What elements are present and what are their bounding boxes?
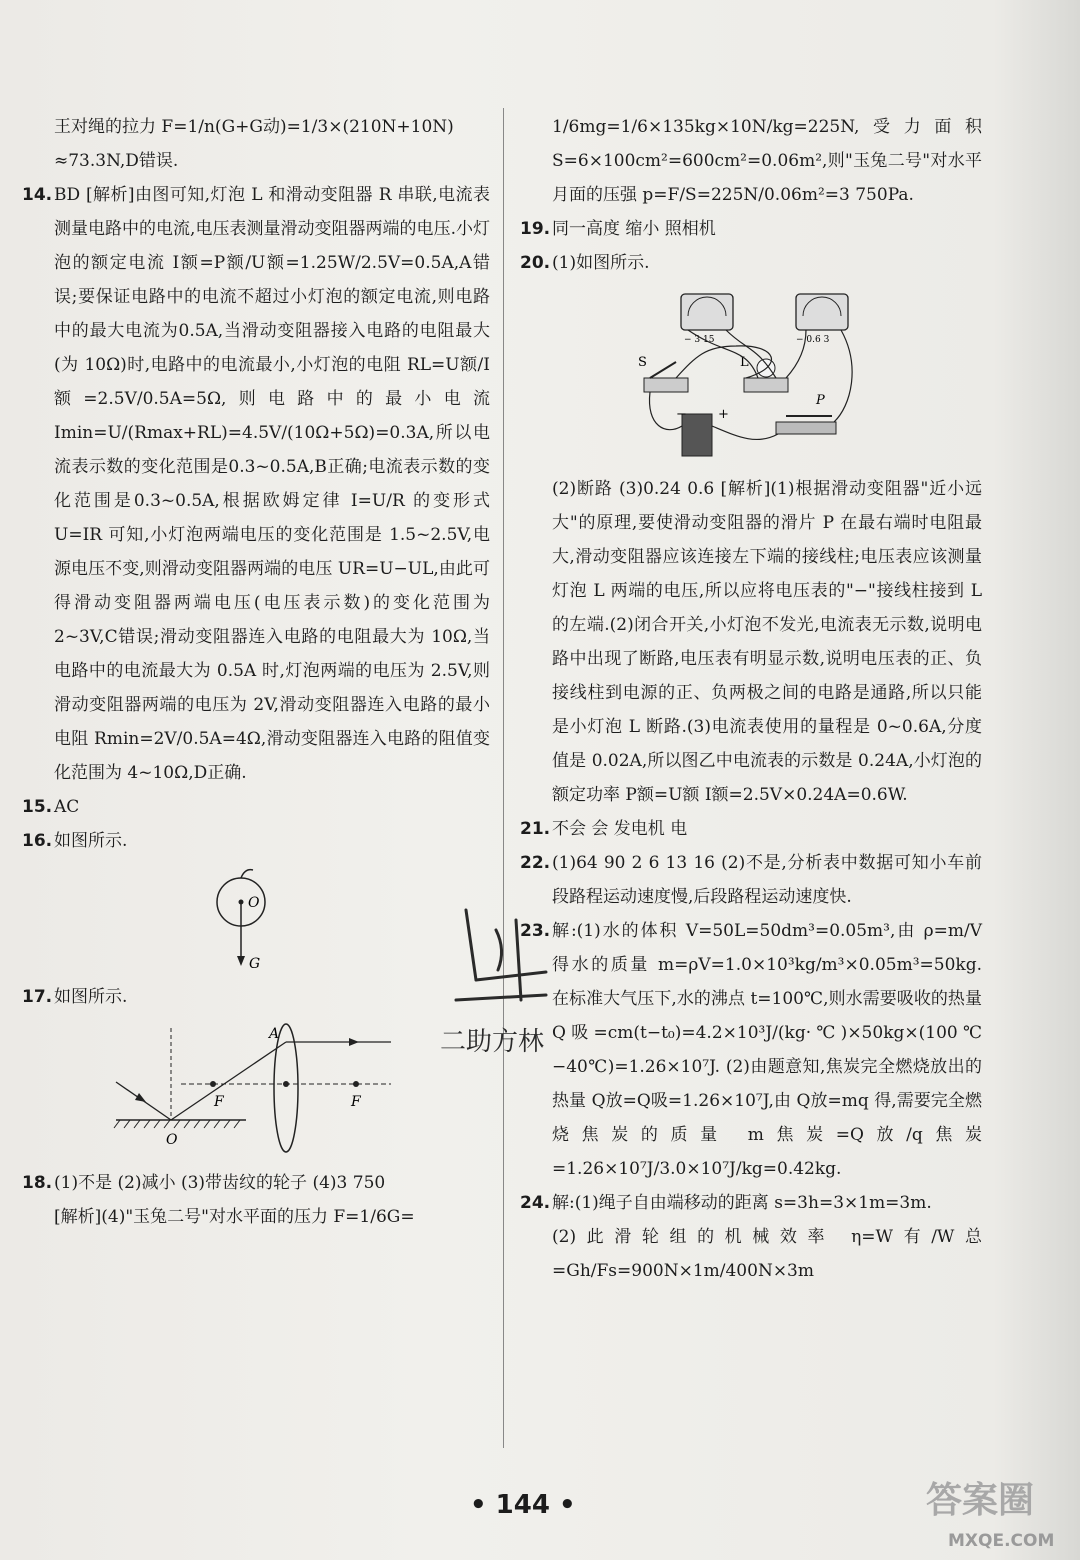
question-number: 18. xyxy=(22,1173,53,1193)
label-l: L xyxy=(740,355,749,370)
answer-15 xyxy=(22,790,490,824)
incident-arrowhead xyxy=(135,1093,146,1102)
right-column xyxy=(520,110,982,1288)
answer-20-analysis: (2)断路 (3)0.24 0.6 [解析](1)根据滑动变阻器"近小远大"的原理,要使滑动变阻器的滑片 P 在最右端时电阻最大,滑动变阻器应该连接左下端的接线柱;电压表应该测量灯泡 L 两端的电压,所以应将电压表的"−"接线柱接到 L 的左端.(2)闭合开关,小灯泡不发光,电流表无示数,说明电路中出现了断路,电压表有明显示数,说明电压表的正、负接线柱到电源的正、负两极之间的电路是通路,所以只能是小灯泡 L 断路.(3)电流表使用的量程是 0~0.6A,分度值是 0.02A,所以图乙中电流表的示数是 0.24A,小灯泡的额定功率 P额=U额 I额=2.5V×0.24A=0.6W. xyxy=(552,479,982,805)
label-p: P xyxy=(816,393,825,408)
handwriting-scribble xyxy=(436,900,566,1070)
answer-20 xyxy=(520,246,982,280)
answer-18 xyxy=(22,1166,490,1200)
answer-24-part-2: (2)此滑轮组的机械效率 η=W有/W总=Gh/Fs=900N×1m/400N×3m xyxy=(552,1227,982,1281)
answer-17 xyxy=(22,980,490,1014)
label-plus: + xyxy=(718,407,729,422)
rheostat xyxy=(776,422,836,434)
lens-center xyxy=(283,1081,289,1087)
label-f-right: F xyxy=(351,1094,361,1110)
watermark-brand: 答案圈 xyxy=(926,1480,1035,1521)
gravity-arrowhead xyxy=(237,956,245,966)
label-a: A xyxy=(269,1026,280,1042)
switch-lever xyxy=(650,362,676,378)
figure-17-reflection-lens xyxy=(106,1020,406,1160)
amp-scale: − 0.6 3 xyxy=(796,335,830,345)
answer-23 xyxy=(520,914,982,1186)
question-number: 15. xyxy=(22,797,53,817)
answer-text: (1)64 90 2 6 13 16 (2)不是,分析表中数据可知小车前段路程运动速度慢,后段路程运动速度快. xyxy=(552,853,982,907)
question-number: 24. xyxy=(520,1193,551,1213)
answer-text: (1)不是 (2)减小 (3)带齿纹的轮子 (4)3 750 xyxy=(54,1173,386,1193)
answer-text: (1)如图所示. xyxy=(552,253,650,273)
figure-16-apple-gravity xyxy=(196,864,316,974)
label-o: O xyxy=(166,1132,178,1148)
question-number: 20. xyxy=(520,253,551,273)
answer-18-analysis: [解析](4)"玉兔二号"对水平面的压力 F=1/6G= xyxy=(54,1207,415,1227)
answer-16 xyxy=(22,824,490,858)
question-number: 14. xyxy=(22,185,53,205)
question-number: 22. xyxy=(520,853,551,873)
question-number: 17. xyxy=(22,987,53,1007)
label-o: O xyxy=(248,895,260,911)
handwritten-note: 二助方林 xyxy=(440,1027,545,1057)
focus-right xyxy=(353,1081,359,1087)
figure-20-circuit xyxy=(636,286,866,466)
column-divider xyxy=(503,108,504,1448)
answer-21 xyxy=(520,812,982,846)
mirror-hatching xyxy=(114,1120,240,1128)
left-column xyxy=(22,110,490,1234)
convex-lens xyxy=(274,1024,298,1152)
answer-text: 如图所示. xyxy=(54,831,128,851)
switch-base xyxy=(644,378,688,392)
answer-text: 解:(1)水的体积 V=50L=50dm³=0.05m³,由 ρ=m/V 得水的质量 m=ρV=1.0×10³kg/m³×0.05m³=50kg.在标准大气压下,水的沸点 t=100℃,则水需要吸收的热量 Q吸=cm(t−t₀)=4.2×10³J/(kg·℃)×50kg×(100℃−40℃)=1.26×10⁷J. (2)由题意知,焦炭完全燃烧放出的热量 Q放=Q吸=1.26×10⁷J,由 Q放=mq 得,需要完全燃烧焦炭的质量 m焦炭=Q放/q焦炭=1.26×10⁷J/3.0×10⁷J/kg=0.42kg. xyxy=(552,921,982,1179)
answer-24 xyxy=(520,1186,982,1220)
answer-22 xyxy=(520,846,982,914)
answer-text: BD [解析]由图可知,灯泡 L 和滑动变阻器 R 串联,电流表测量电路中的电流,电压表测量滑动变阻器两端的电压.小灯泡的额定电流 I额=P额/U额=1.25W/2.5V=0.5A,A错误;要保证电路中的电流不超过小灯泡的额定电流,则电路中的最大电流为0.5A,当滑动变阻器接入电路的电阻最大(为 10Ω)时,电路中的电流最小,小灯泡的电阻 RL=U额/I额=2.5V/0.5A=5Ω,则电路中的最小电流 Imin=U/(Rmax+RL)=4.5V/(10Ω+5Ω)=0.3A,所以电流表示数的变化范围是0.3~0.5A,B正确;电流表示数的变化范围是0.3~0.5A,根据欧姆定律 I=U/R 的变形式 U=IR 可知,小灯泡两端电压的变化范围是 1.5~2.5V,电源电压不变,则滑动变阻器两端的电压 UR=U−UL,由此可得滑动变阻器两端电压(电压表示数)的变化范围为 2~3V,C错误;滑动变阻器连入电路的电阻最大为 10Ω,当电路中的电流最大为 0.5A 时,灯泡两端的电压为 2.5V,则滑动变阻器两端的电压为 2V,滑动变阻器连入电路的最小电阻 Rmin=2V/0.5A=4Ω,滑动变阻器连入电路的阻值变化范围为 4~10Ω,D正确. xyxy=(54,185,490,783)
watermark-url: MXQE.COM xyxy=(948,1531,1055,1551)
reflected-ray xyxy=(171,1042,286,1120)
question-number: 23. xyxy=(520,921,551,941)
label-minus: − xyxy=(676,407,687,422)
answer-text: 解:(1)绳子自由端移动的距离 s=3h=3×1m=3m. xyxy=(552,1193,932,1213)
answer-13-continuation-2: ≈73.3N,D错误. xyxy=(54,151,179,171)
answer-text: 同一高度 缩小 照相机 xyxy=(552,219,716,239)
label-s: S xyxy=(638,355,647,370)
label-f-left: F xyxy=(214,1094,224,1110)
answer-text: 不会 会 发电机 电 xyxy=(552,819,688,839)
refracted-arrowhead xyxy=(349,1038,359,1046)
focus-left xyxy=(210,1081,216,1087)
answer-18-continuation: 1/6mg=1/6×135kg×10N/kg=225N,受力面积 S=6×100cm²=600cm²=0.06m²,则"玉兔二号"对水平月面的压强 p=F/S=225N/0.06m²=3 750Pa. xyxy=(552,117,982,205)
question-number: 19. xyxy=(520,219,551,239)
answer-text: AC xyxy=(54,797,80,817)
label-g: G xyxy=(249,956,261,972)
page-number: • 144 • xyxy=(470,1490,576,1520)
answer-text: 如图所示. xyxy=(54,987,128,1007)
answer-13-continuation-1: 王对绳的拉力 F=1/n(G+G动)=1/3×(210N+10N) xyxy=(54,117,454,137)
question-number: 16. xyxy=(22,831,53,851)
apple-stem xyxy=(241,870,253,878)
handwritten-strokes xyxy=(456,910,546,1000)
watermark-logo xyxy=(920,1468,1070,1556)
volt-scale: − 3 15 xyxy=(684,335,715,345)
answer-14 xyxy=(22,178,490,790)
question-number: 21. xyxy=(520,819,551,839)
answer-19 xyxy=(520,212,982,246)
lamp-base xyxy=(744,378,788,392)
